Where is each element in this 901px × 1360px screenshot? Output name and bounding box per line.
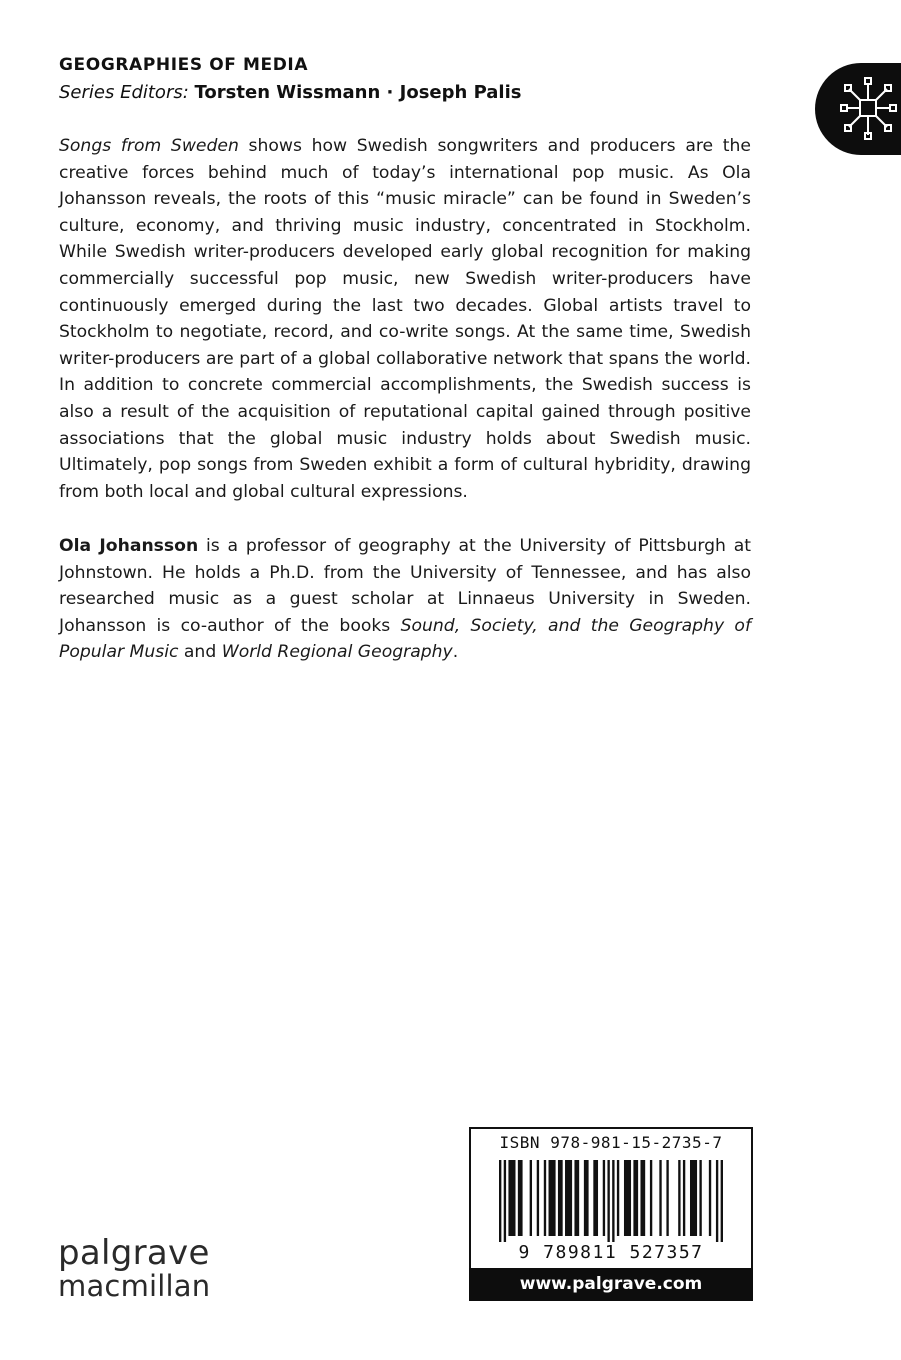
publisher-logo-line2: macmillan [58, 1269, 211, 1303]
barcode-bar [690, 1160, 697, 1236]
author-name: Ola Johansson [59, 536, 199, 556]
publisher-logo [58, 1233, 211, 1303]
series-editors [59, 82, 521, 103]
barcode-bar [650, 1160, 652, 1236]
barcode-bar [617, 1160, 619, 1236]
book-title: Songs from Sweden [59, 136, 239, 156]
barcode-bar [558, 1160, 563, 1236]
bio-text-2: and [178, 642, 222, 663]
barcode-bar [593, 1160, 598, 1236]
barcode-bar [518, 1160, 523, 1236]
bio-book-2: World Regional Geography [221, 642, 453, 663]
series-editors-names: Torsten Wissmann · Joseph Palis [194, 82, 522, 103]
barcode-image [499, 1160, 723, 1242]
barcode-bar [537, 1160, 539, 1236]
blurb-text: shows how Swedish songwriters and producers are the creative forces behind much of today’s international pop music. As Ola Johansson reveals, the roots of this “music miracle” can be found in Sweden’s culture, economy, and thriving music industry, concentrated in Stockholm. While Swedish writer-producers developed early global recognition for making commercially successful pop music, new Swedish writer-producers have continuously emerged during the last two decades. Global artists travel to Stockholm to negotiate, record, and co-write songs. At the same time, Swedish writer-producers are part of a global collaborative network that spans the world. In addition to concrete commercial accomplishments, the Swedish success is also a result of the acquisition of reputational capital gained through positive associations that the global music industry holds about Swedish music. Ultimately, pop songs from Sweden exhibit a form of cultural hybridity, drawing from both local and global cultural expressions. [59, 136, 751, 502]
barcode-block [469, 1127, 753, 1271]
book-blurb [59, 133, 751, 505]
barcode-bar [633, 1160, 638, 1236]
bio-text-3: . [452, 642, 459, 663]
barcode-bar [565, 1160, 572, 1236]
barcode-bar [640, 1160, 645, 1236]
barcode-bar [683, 1160, 685, 1236]
barcode-bar [584, 1160, 589, 1236]
barcode-bar [574, 1160, 579, 1236]
barcode-bar [612, 1160, 614, 1242]
palgrave-network-icon [815, 63, 901, 155]
series-title: GEOGRAPHIES OF MEDIA [59, 55, 309, 75]
barcode-bar [544, 1160, 546, 1236]
barcode-digits: 9 789811 527357 [518, 1242, 704, 1263]
barcode-bar [530, 1160, 532, 1236]
barcode-bar [666, 1160, 668, 1236]
bio-text-1: is a professor of geography at the University of Pittsburgh at Johnstown. He holds a Ph.D. from the University of Tennessee, and has also researched music as a guest scholar at Linnaeus University in Sweden. Johansson is co-author of the books [59, 536, 751, 636]
barcode-bar [508, 1160, 515, 1236]
publisher-url: www.palgrave.com [469, 1268, 753, 1301]
bio-book-1: Sound, Society, and the Geography of Popular Music [59, 615, 751, 663]
series-editors-label: Series Editors: [59, 82, 189, 103]
barcode-bar [624, 1160, 631, 1236]
barcode-bar [607, 1160, 609, 1242]
barcode-bar [716, 1160, 718, 1242]
barcode-bar [678, 1160, 680, 1236]
publisher-logo-line1: palgrave [58, 1233, 210, 1273]
barcode-bar [603, 1160, 605, 1236]
isbn-text: ISBN 978-981-15-2735-7 [499, 1133, 723, 1152]
barcode-bar [549, 1160, 556, 1236]
barcode-bar [709, 1160, 711, 1236]
barcode-bar [659, 1160, 661, 1236]
barcode-bar [721, 1160, 723, 1242]
barcode-bar [699, 1160, 701, 1236]
author-bio [59, 533, 751, 666]
barcode-bar [499, 1160, 501, 1242]
barcode-bar [504, 1160, 506, 1242]
